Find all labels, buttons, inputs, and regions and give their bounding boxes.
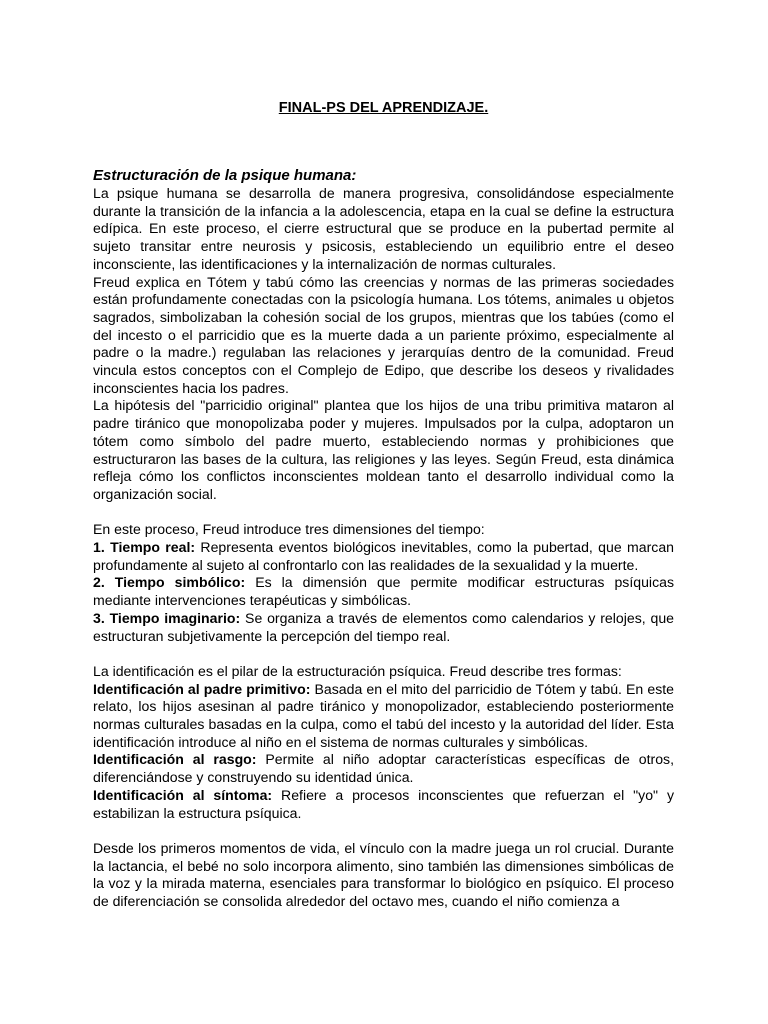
item-text: Es la dimensión que permite modificar estructuras psíquicas mediante intervenciones terapéuticas y simbólicas.	[93, 574, 675, 609]
section-heading: Estructuración de la psique humana:	[93, 167, 357, 184]
list-item-ident-sintoma	[93, 787, 674, 822]
list-item-ident-rasgo	[93, 751, 674, 786]
item-text: Refiere a procesos inconscientes que refuerzan el "yo" y estabilizan la estructura psíquica.	[93, 786, 675, 821]
item-label: 2. Tiempo simbólico:	[93, 574, 246, 591]
list-item-tiempo-simbolico	[93, 574, 674, 609]
item-label: Identificación al padre primitivo:	[93, 680, 311, 697]
paragraph-gap	[93, 645, 674, 663]
paragraph-parricidio: La hipótesis del "parricidio original" plantea que los hijos de una tribu primitiva mataron al padre tiránico que monopolizaba poder y mujeres. Impulsados por la culpa, adoptaron un tótem como símbolo del padre muerto, estableciendo normas y prohibiciones que estructuraron las bases de la cultura, las religiones y las leyes. Según Freud, esta dinámica refleja cómo los conflictos inconscientes moldean tanto el desarrollo individual como la organización social.	[93, 397, 674, 502]
document-title: FINAL-PS DEL APRENDIZAJE.	[278, 100, 489, 116]
item-label: 3. Tiempo imaginario:	[93, 609, 241, 626]
item-label: Identificación al síntoma:	[93, 786, 273, 803]
list-item-ident-padre	[93, 681, 674, 752]
paragraph-psique: La psique humana se desarrolla de manera progresiva, consolidándose especialmente durante la transición de la infancia a la adolescencia, etapa en la cual se define la estructura edípica. En este proceso, el cierre estructural que se produce en la pubertad permite al sujeto transitar entre neurosis y psicosis, estableciendo un equilibrio entre el deseo inconsciente, las identificaciones y la internalización de normas culturales.	[93, 185, 674, 272]
item-text: Permite al niño adoptar características específicas de otros, diferenciándose y construyendo su identidad única.	[93, 751, 674, 786]
paragraph-totem-tabu: Freud explica en Tótem y tabú cómo las creencias y normas de las primeras sociedades están profundamente conectadas con la psicología humana. Los tótems, animales u objetos sagrados, simbolizaban la cohesión social de los grupos, mientras que los tabúes (como el del incesto o el parricidio que es la muerte dada a un pariente próximo, especialmente al padre o la madre.) regulaban las relaciones y jerarquías dentro de la comunidad. Freud vincula estos conceptos con el Complejo de Edipo, que describe los deseos y rivalidades inconscientes hacia los padres.	[93, 273, 674, 396]
paragraph-gap	[93, 822, 674, 840]
paragraph-time-intro: En este proceso, Freud introduce tres dimensiones del tiempo:	[93, 521, 485, 538]
list-item-tiempo-real	[93, 539, 674, 574]
item-label: 1. Tiempo real:	[93, 539, 196, 556]
paragraph-vinculo-madre: Desde los primeros momentos de vida, el vínculo con la madre juega un rol crucial. Durante la lactancia, el bebé no solo incorpora alimento, sino también las dimensiones simbólicas de la voz y la mirada materna, esenciales para transformar lo biológico en psíquico. El proceso de diferenciación se consolida alrededor del octavo mes, cuando el niño comienza a	[93, 839, 674, 910]
item-text: Basada en el mito del parricidio de Tótem y tabú. En este relato, los hijos asesinan al padre tiránico y monopolizador, estableciendo posteriormente normas culturales basadas en la culpa, como el tabú del incesto y la autoridad del líder. Esta identificación introduce al niño en el sistema de normas culturales y simbólicas.	[93, 680, 674, 750]
item-label: Identificación al rasgo:	[93, 751, 257, 768]
list-item-tiempo-imaginario	[93, 610, 674, 645]
item-text: Se organiza a través de elementos como calendarios y relojes, que estructuran subjetivamente la percepción del tiempo real.	[93, 609, 674, 644]
paragraph-gap	[93, 504, 674, 522]
item-text: Representa eventos biológicos inevitables, como la pubertad, que marcan profundamente al sujeto al confrontarlo con las realidades de la sexualidad y la muerte.	[93, 539, 675, 573]
paragraph-ident-intro: La identificación es el pilar de la estructuración psíquica. Freud describe tres formas:	[93, 662, 622, 679]
